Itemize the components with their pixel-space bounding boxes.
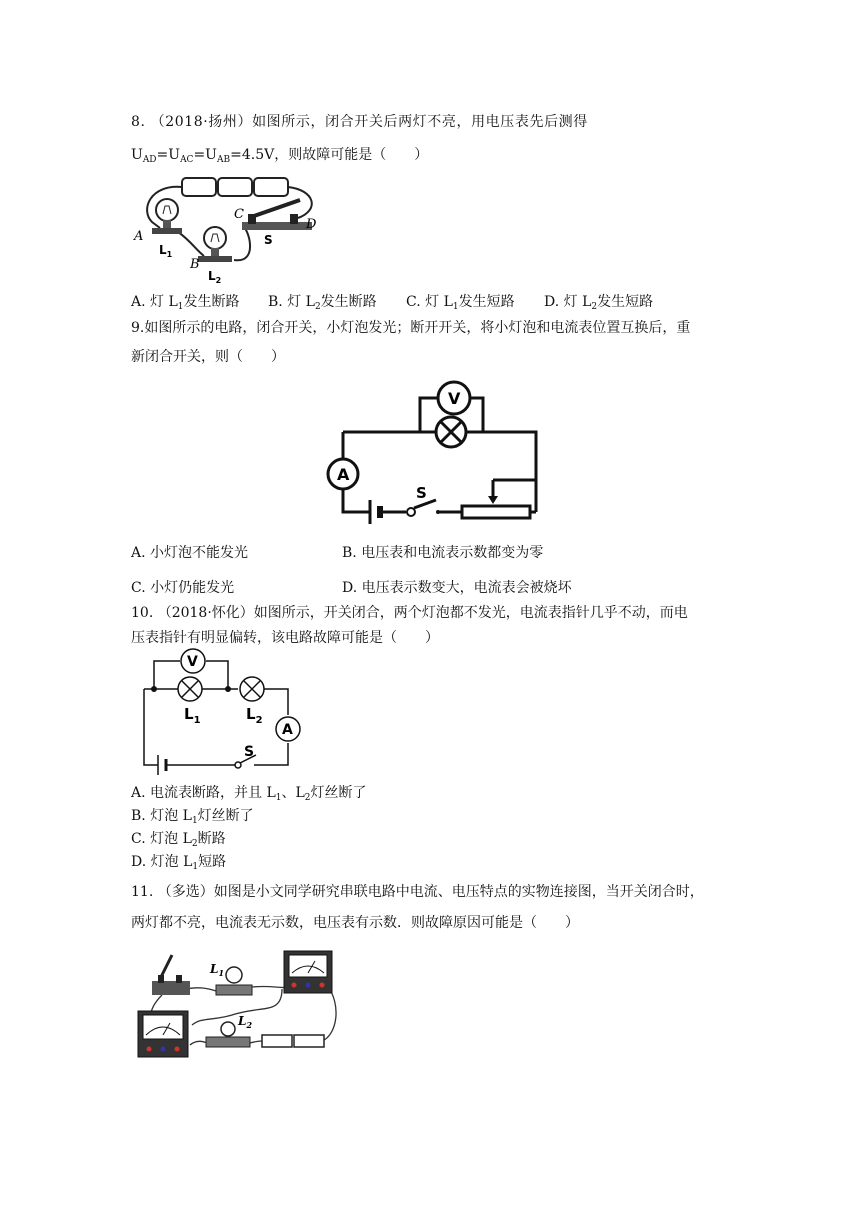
battery-pack-icon [182, 178, 288, 196]
ammeter-label: A [282, 722, 293, 738]
label-l2: $L_2$ [208, 269, 222, 285]
lamp-icon [436, 417, 466, 447]
ammeter-label: A [337, 465, 350, 484]
switch-label: S [244, 744, 255, 760]
slider-arrow-icon [488, 496, 498, 504]
q8-option-c: C. 灯 $L_1$发生短路 [406, 294, 515, 312]
q11-stem-line2: 两灯都不亮，电流表无示数，电压表有示数．则故障原因可能是（ ） [131, 915, 579, 931]
q10-stem-line2: 压表指针有明显偏转，该电路故障可能是（ ） [131, 630, 439, 646]
q9-stem-line1: 9.如图所示的电路，闭合开关，小灯泡发光；断开开关，将小灯泡和电流表位置互换后，重 [131, 320, 691, 336]
voltmeter-label: V [187, 654, 198, 670]
battery-pack-icon [262, 1035, 324, 1047]
q11-stem-line1: 11. （多选）如图是小文同学研究串联电路中电流、电压特点的实物连接图，当开关闭合时， [131, 884, 704, 900]
voltmeter-icon [284, 951, 332, 993]
label-d: D [306, 217, 317, 232]
l1-label: $L_1$ [210, 962, 225, 978]
q9-option-c: C. 小灯仍能发光 [131, 580, 235, 596]
label-c: C [234, 207, 244, 222]
q10-option-a: A. 电流表断路，并且 $L_1$、$L_2$灯丝断了 [131, 785, 367, 803]
label-b: B [190, 257, 200, 272]
q9-option-d: D. 电压表示数变大，电流表会被烧坏 [342, 580, 572, 596]
q10-option-c: C. 灯泡 $L_2$断路 [131, 831, 226, 849]
battery-icon [370, 500, 380, 524]
q8-stem-line1: 8. （2018·扬州）如图所示，闭合开关后两灯不亮，用电压表先后测得 [131, 114, 588, 130]
junction-dot [225, 686, 231, 692]
bulb-l1-icon [152, 199, 182, 234]
l2-label: $L_2$ [238, 1014, 253, 1030]
l1-label: $L_1$ [184, 705, 201, 726]
label-s: S [264, 233, 273, 247]
q11-apparatus-figure [132, 945, 342, 1073]
q10-option-d: D. 灯泡 $L_1$短路 [131, 854, 227, 872]
switch-icon [407, 500, 440, 516]
q9-circuit-figure [318, 380, 548, 530]
q10-option-b: B. 灯泡 $L_1$灯丝断了 [131, 808, 254, 826]
knife-switch-icon [152, 955, 190, 995]
q8-option-d: D. 灯 $L_2$发生短路 [544, 294, 654, 312]
lamp-l2-icon [240, 677, 264, 701]
knife-switch-icon [242, 200, 312, 230]
q8-option-a: A. 灯 $L_1$发生断路 [131, 294, 240, 312]
q9-stem-line2: 新闭合开关，则（ ） [131, 349, 285, 365]
ammeter-icon [138, 1011, 188, 1057]
q10-stem-line1: 10. （2018·怀化）如图所示，开关闭合，两个灯泡都不发光，电流表指针几乎不动，而电 [131, 605, 688, 621]
q8-option-b: B. 灯 $L_2$发生断路 [268, 294, 377, 312]
lamp-l1-icon [178, 677, 202, 701]
bulb-l2-icon [198, 227, 232, 262]
label-l1: $L_1$ [159, 243, 173, 259]
battery-icon [158, 755, 166, 775]
l2-label: $L_2$ [246, 705, 263, 726]
junction-dot [151, 686, 157, 692]
q8-stem-line2: $U_{AD}=U_{AC}=U_{AB}=4.5V$，则故障可能是（ ） [131, 147, 429, 165]
label-a: A [134, 229, 144, 244]
q10-circuit-figure [130, 645, 310, 780]
q8-circuit-figure [130, 170, 330, 285]
switch-label: S [416, 484, 427, 502]
voltmeter-label: V [448, 389, 461, 408]
q9-option-b: B. 电压表和电流表示数都变为零 [342, 545, 544, 561]
q9-option-a: A. 小灯泡不能发光 [131, 545, 249, 561]
